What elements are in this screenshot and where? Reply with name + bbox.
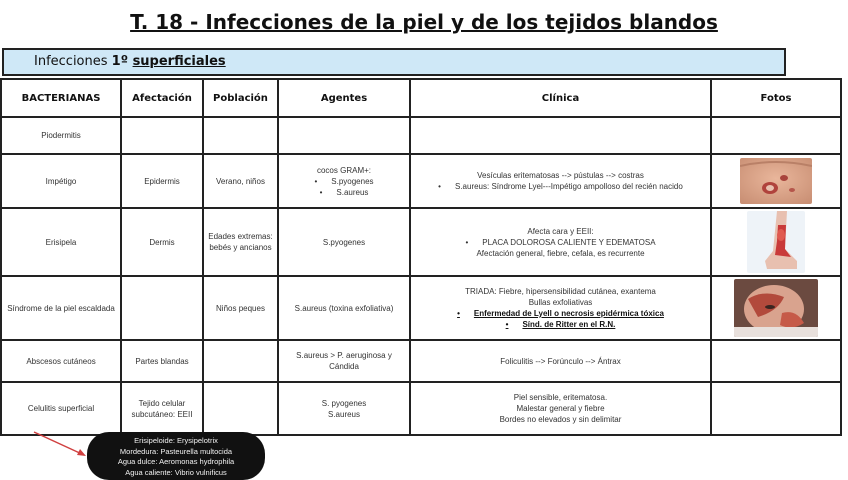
row-name: Síndrome de la piel escaldada	[1, 276, 121, 340]
row-name: Abscesos cutáneos	[1, 340, 121, 382]
table-row	[1, 208, 841, 276]
agentes-item: • S.aureus	[283, 187, 405, 198]
row-afectacion: Dermis	[121, 208, 203, 276]
clinica-text: Malestar general y fiebre	[516, 404, 605, 413]
row-poblacion: Verano, niños	[203, 154, 278, 208]
header-afectacion: Afectación	[121, 79, 203, 117]
row-clinica	[410, 208, 711, 276]
agentes-text: cocos GRAM+:	[316, 165, 371, 175]
clinica-item: • PLACA DOLOROSA CALIENTE Y EDEMATOSA	[415, 237, 706, 248]
header-agentes: Agentes	[278, 79, 410, 117]
row-afectacion	[121, 276, 203, 340]
row-clinica	[410, 154, 711, 208]
infections-table	[0, 78, 842, 436]
section-banner	[2, 48, 786, 76]
header-fotos: Fotos	[711, 79, 841, 117]
header-bacterianas: BACTERIANAS	[1, 79, 121, 117]
row-fotos	[711, 208, 841, 276]
row-fotos	[711, 340, 841, 382]
agentes-text: S. pyogenes	[321, 398, 367, 408]
clinica-text: Piel sensible, eritematosa.	[513, 393, 608, 402]
row-afectacion	[121, 117, 203, 154]
table-row	[1, 117, 841, 154]
banner-prefix: Infecciones	[34, 54, 112, 69]
row-afectacion: Partes blandas	[121, 340, 203, 382]
row-name: Impétigo	[1, 154, 121, 208]
clinica-item: • Sínd. de Ritter en el R.N.	[415, 319, 706, 330]
clinica-item: • S.aureus: Síndrome Lyel---Impétigo ampolloso del recién nacido	[415, 181, 706, 192]
header-row	[1, 79, 841, 117]
row-poblacion	[203, 340, 278, 382]
row-afectacion: Epidermis	[121, 154, 203, 208]
banner-underlined: superficiales	[132, 54, 226, 69]
table-row	[1, 154, 841, 208]
table-row	[1, 382, 841, 435]
row-fotos	[711, 382, 841, 435]
note-line: Erisipeloide: Erysipelotrix	[134, 436, 218, 445]
clinica-text: Afecta cara y EEII:	[527, 226, 594, 236]
row-fotos	[711, 276, 841, 340]
page-title: T. 18 - Infecciones de la piel y de los tejidos blandos	[130, 10, 718, 34]
row-agentes: S.pyogenes	[278, 208, 410, 276]
row-fotos	[711, 154, 841, 208]
row-poblacion	[203, 117, 278, 154]
table-row	[1, 340, 841, 382]
row-afectacion: Tejido celular subcutáneo: EEII	[121, 382, 203, 435]
escaldada-photo	[734, 279, 818, 337]
note-line: Agua dulce: Aeromonas hydrophila	[117, 457, 235, 466]
agentes-item: • S.pyogenes	[283, 176, 405, 187]
clinica-text: Bullas exfoliativas	[528, 298, 593, 307]
row-agentes	[278, 117, 410, 154]
header-clinica: Clínica	[410, 79, 711, 117]
table-row	[1, 276, 841, 340]
row-poblacion: Edades extremas: bebés y ancianos	[203, 208, 278, 276]
row-name: Erisipela	[1, 208, 121, 276]
row-agentes: S.aureus (toxina exfoliativa)	[278, 276, 410, 340]
clinica-text: Bordes no elevados y sin delimitar	[499, 415, 622, 424]
annotation-note	[87, 432, 265, 480]
row-poblacion	[203, 382, 278, 435]
row-name: Celulitis superficial	[1, 382, 121, 435]
erisipela-photo	[747, 211, 805, 273]
note-line: Agua caliente: Vibrio vulnificus	[125, 467, 227, 477]
banner-bold: 1º	[111, 54, 133, 69]
row-agentes	[278, 154, 410, 208]
clinica-item: • Enfermedad de Lyell o necrosis epidérmica tóxica	[415, 308, 706, 319]
header-poblacion: Población	[203, 79, 278, 117]
agentes-text: S.aureus	[327, 409, 361, 419]
row-clinica: Foliculitis --> Forúnculo --> Ántrax	[410, 340, 711, 382]
row-agentes	[278, 382, 410, 435]
row-clinica	[410, 382, 711, 435]
row-agentes: S.aureus > P. aeruginosa y Cándida	[278, 340, 410, 382]
note-line: Mordedura: Pasteurella multocida	[119, 446, 233, 456]
row-clinica	[410, 117, 711, 154]
clinica-text: TRIADA: Fiebre, hipersensibilidad cutánea, exantema	[465, 287, 656, 296]
clinica-text: Afectación general, fiebre, cefala, es recurrente	[476, 248, 645, 258]
impetigo-photo	[740, 158, 812, 204]
row-fotos	[711, 117, 841, 154]
clinica-text: Vesículas eritematosas --> pústulas --> costras	[477, 171, 644, 180]
row-poblacion: Niños peques	[203, 276, 278, 340]
row-clinica	[410, 276, 711, 340]
row-name: Piodermitis	[1, 117, 121, 154]
